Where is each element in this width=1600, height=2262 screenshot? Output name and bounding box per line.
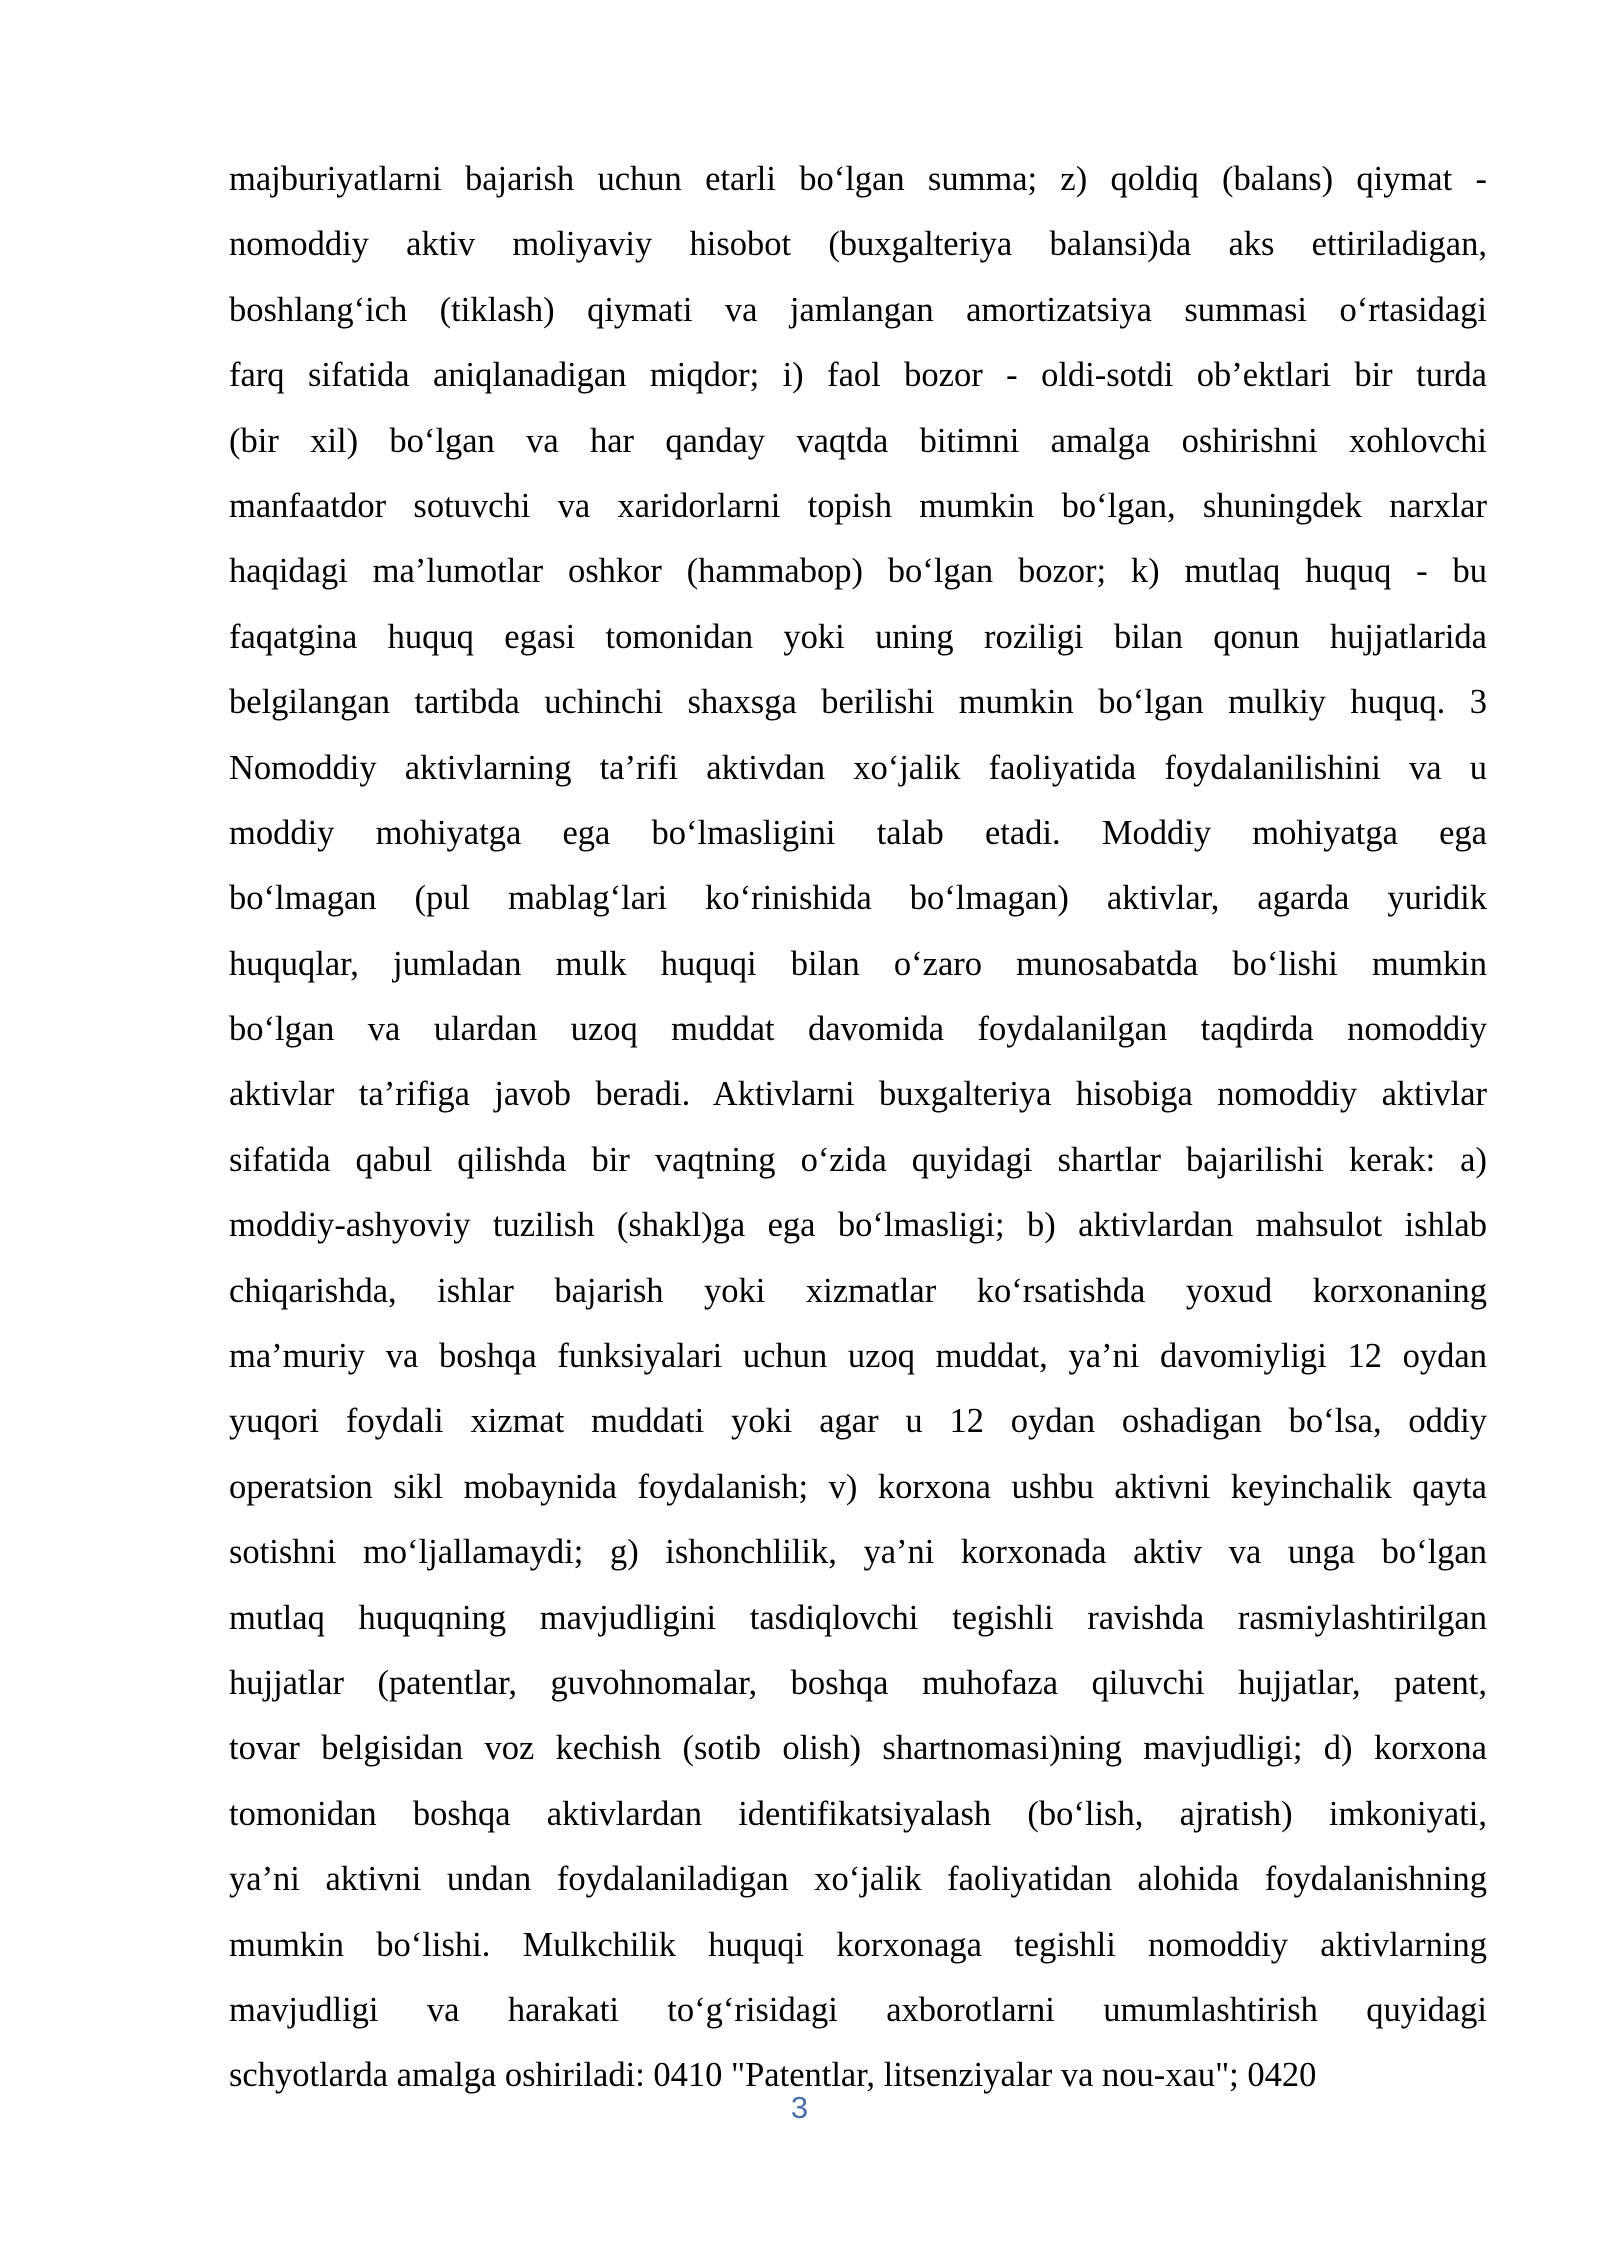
text-line-5: (bir xil) bo‘lgan va har qanday vaqtda bitimni amalga oshirishni xohlovchi	[229, 421, 1487, 460]
text-line-27: ya’ni aktivni undan foydalaniladigan xo‘jalik faoliyatidan alohida foydalanishning	[229, 1860, 1487, 1899]
text-line-21: operatsion sikl mobaynida foydalanish; v) korxona ushbu aktivni keyinchalik qayta	[229, 1467, 1487, 1506]
text-line-2: nomoddiy aktiv moliyaviy hisobot (buxgalteriya balansi)da aks ettiriladigan,	[229, 225, 1487, 264]
text-line-29: mavjudligi va harakati to‘g‘risidagi axborotlarni umumlashtirish quyidagi	[229, 1990, 1487, 2029]
text-line-25: tovar belgisidan voz kechish (sotib olish) shartnomasi)ning mavjudligi; d) korxona	[229, 1729, 1487, 1768]
body-paragraph	[229, 147, 1487, 2109]
text-line-22: sotishni mo‘ljallamaydi; g) ishonchlilik, ya’ni korxonada aktiv va unga bo‘lgan	[229, 1533, 1487, 1572]
text-line-24: hujjatlar (patentlar, guvohnomalar, boshqa muhofaza qiluvchi hujjatlar, patent,	[229, 1663, 1487, 1702]
text-line-20: yuqori foydali xizmat muddati yoki agar u 12 oydan oshadigan bo‘lsa, oddiy	[229, 1402, 1487, 1441]
text-line-17: moddiy-ashyoviy tuzilish (shakl)ga ega bo‘lmasligi; b) aktivlardan mahsulot ishlab	[229, 1206, 1487, 1245]
text-line-9: belgilangan tartibda uchinchi shaxsga berilishi mumkin bo‘lgan mulkiy huquq. 3	[229, 683, 1487, 722]
text-line-6: manfaatdor sotuvchi va xaridorlarni topish mumkin bo‘lgan, shuningdek narxlar	[229, 486, 1487, 525]
text-line-26: tomonidan boshqa aktivlardan identifikatsiyalash (bo‘lish, ajratish) imkoniyati,	[229, 1794, 1487, 1833]
text-line-3: boshlang‘ich (tiklash) qiymati va jamlangan amortizatsiya summasi o‘rtasidagi	[229, 290, 1487, 329]
text-line-30: schyotlarda amalga oshiriladi: 0410 "Patentlar, litsenziyalar va nou-xau"; 0420	[229, 2056, 1317, 2095]
text-line-15: aktivlar ta’rifiga javob beradi. Aktivlarni buxgalteriya hisobiga nomoddiy aktivlar	[229, 1075, 1487, 1114]
text-line-1: majburiyatlarni bajarish uchun etarli bo‘lgan summa; z) qoldiq (balans) qiymat -	[229, 160, 1487, 198]
text-line-14: bo‘lgan va ulardan uzoq muddat davomida foydalanilgan taqdirda nomoddiy	[229, 1010, 1487, 1049]
text-line-12: bo‘lmagan (pul mablag‘lari ko‘rinishida bo‘lmagan) aktivlar, agarda yuridik	[229, 879, 1487, 918]
text-line-16: sifatida qabul qilishda bir vaqtning o‘zida quyidagi shartlar bajarilishi kerak: a)	[229, 1140, 1487, 1179]
text-line-19: ma’muriy va boshqa funksiyalari uchun uzoq muddat, ya’ni davomiyligi 12 oydan	[229, 1337, 1487, 1376]
text-line-28: mumkin bo‘lishi. Mulkchilik huquqi korxonaga tegishli nomoddiy aktivlarning	[229, 1925, 1487, 1964]
text-line-23: mutlaq huquqning mavjudligini tasdiqlovchi tegishli ravishda rasmiylashtirilgan	[229, 1598, 1487, 1637]
text-line-8: faqatgina huquq egasi tomonidan yoki uning roziligi bilan qonun hujjatlarida	[229, 617, 1487, 656]
text-line-10: Nomoddiy aktivlarning ta’rifi aktivdan xo‘jalik faoliyatida foydalanilishini va u	[229, 748, 1487, 787]
text-line-4: farq sifatida aniqlanadigan miqdor; i) faol bozor - oldi-sotdi ob’ektlari bir turda	[229, 356, 1487, 395]
text-line-11: moddiy mohiyatga ega bo‘lmasligini talab etadi. Moddiy mohiyatga ega	[229, 813, 1487, 852]
text-line-13: huquqlar, jumladan mulk huquqi bilan o‘zaro munosabatda bo‘lishi mumkin	[229, 944, 1487, 983]
text-line-7: haqidagi ma’lumotlar oshkor (hammabop) bo‘lgan bozor; k) mutlaq huquq - bu	[229, 552, 1487, 591]
text-line-18: chiqarishda, ishlar bajarish yoki xizmatlar ko‘rsatishda yoxud korxonaning	[229, 1271, 1487, 1310]
page-number: 3	[790, 2090, 810, 2125]
